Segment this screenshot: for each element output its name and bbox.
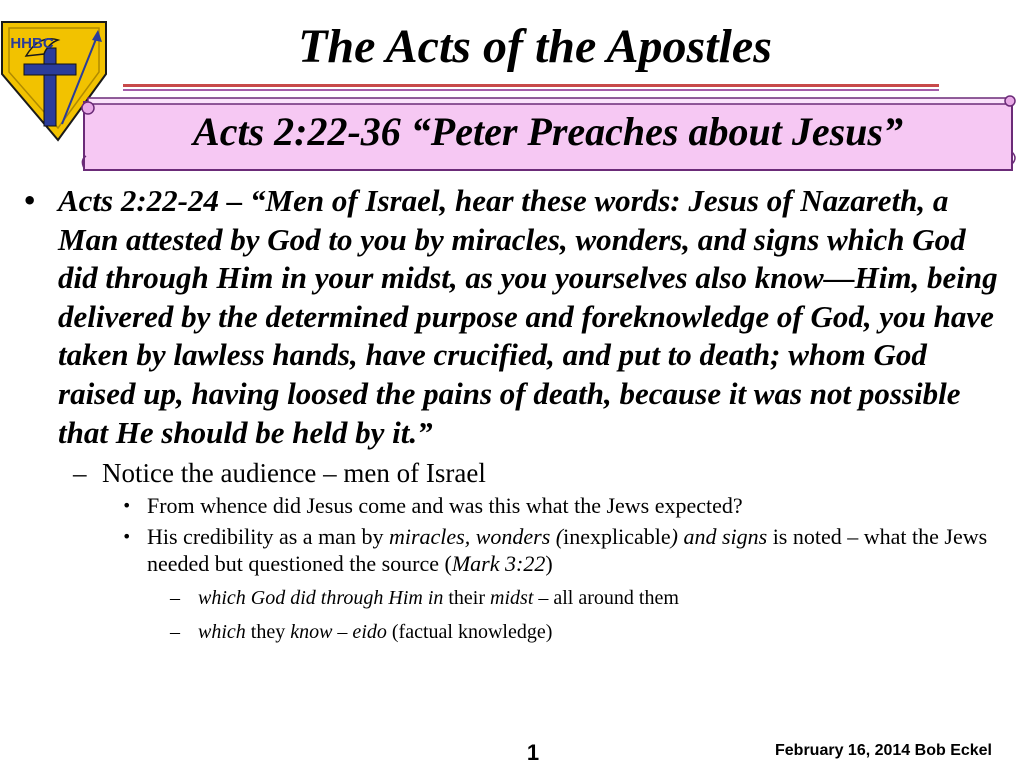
- know-detail-text-3: know – eido: [290, 621, 387, 644]
- footer-date-author: February 16, 2014 Bob Eckel: [775, 742, 992, 759]
- midst-detail-text-4: all around them: [548, 587, 679, 610]
- know-detail-text-4: (factual knowledge): [386, 621, 553, 644]
- dash-marker: –: [170, 587, 180, 610]
- dash-marker: –: [170, 621, 180, 644]
- slide-subtitle: Acts 2:22-36 “Peter Preaches about Jesus”: [193, 109, 903, 154]
- logo-text: HHBC: [10, 35, 54, 52]
- credibility-text-5: is noted – what the Jews needed but questioned the source (: [147, 524, 988, 577]
- credibility-text-4: ) and signs: [670, 524, 768, 550]
- midst-detail-text-3: midst –: [490, 587, 549, 610]
- midst-detail-text-1: which God did through Him in: [198, 587, 444, 610]
- origin-question: [0, 492, 1010, 519]
- origin-question-text: From whence did Jesus come and was this what the Jews expected?: [147, 493, 743, 519]
- scripture-reference: Mark 3:22: [451, 551, 546, 577]
- bullet-marker: •: [122, 527, 132, 547]
- credibility-text-2: miracles, wonders (: [388, 524, 564, 550]
- know-detail-text-2: they: [245, 621, 291, 644]
- bullet-marker: •: [22, 187, 38, 215]
- audience-point-text: Notice the audience – men of Israel: [102, 458, 486, 489]
- page-number: 1: [526, 740, 540, 765]
- dash-marker: –: [73, 458, 87, 489]
- know-detail: [0, 617, 1010, 647]
- credibility-text-7: ): [545, 551, 553, 577]
- midst-detail-text-2: their: [443, 587, 491, 610]
- credibility-point: [0, 523, 1010, 577]
- know-detail-text-1: which: [198, 621, 246, 644]
- credibility-text-3: inexplicable: [563, 524, 671, 550]
- verse-text: Acts 2:22-24 – “Men of Israel, hear these words: Jesus of Nazareth, a Man attested by God to you by miracles, wonders, and signs which God did through Him in your midst, as you yourselves also know—Him, being delivered by the determined purpose and foreknowledge of God, you have taken by lawless hands, have crucified, and put to death; whom God raised up, having loosed the pains of death, because it was not possible that He should be held by it.”: [58, 183, 998, 450]
- verse-bullet: [0, 182, 1010, 452]
- bullet-marker: •: [122, 496, 132, 516]
- title-divider-top: [123, 84, 939, 87]
- slide-content: [0, 182, 1010, 647]
- slide-title: The Acts of the Apostles: [298, 20, 772, 73]
- credibility-text-1: His credibility as a man by: [147, 524, 389, 550]
- midst-detail: [0, 583, 1010, 613]
- audience-point: [0, 456, 1010, 490]
- title-divider-bottom: [123, 89, 939, 91]
